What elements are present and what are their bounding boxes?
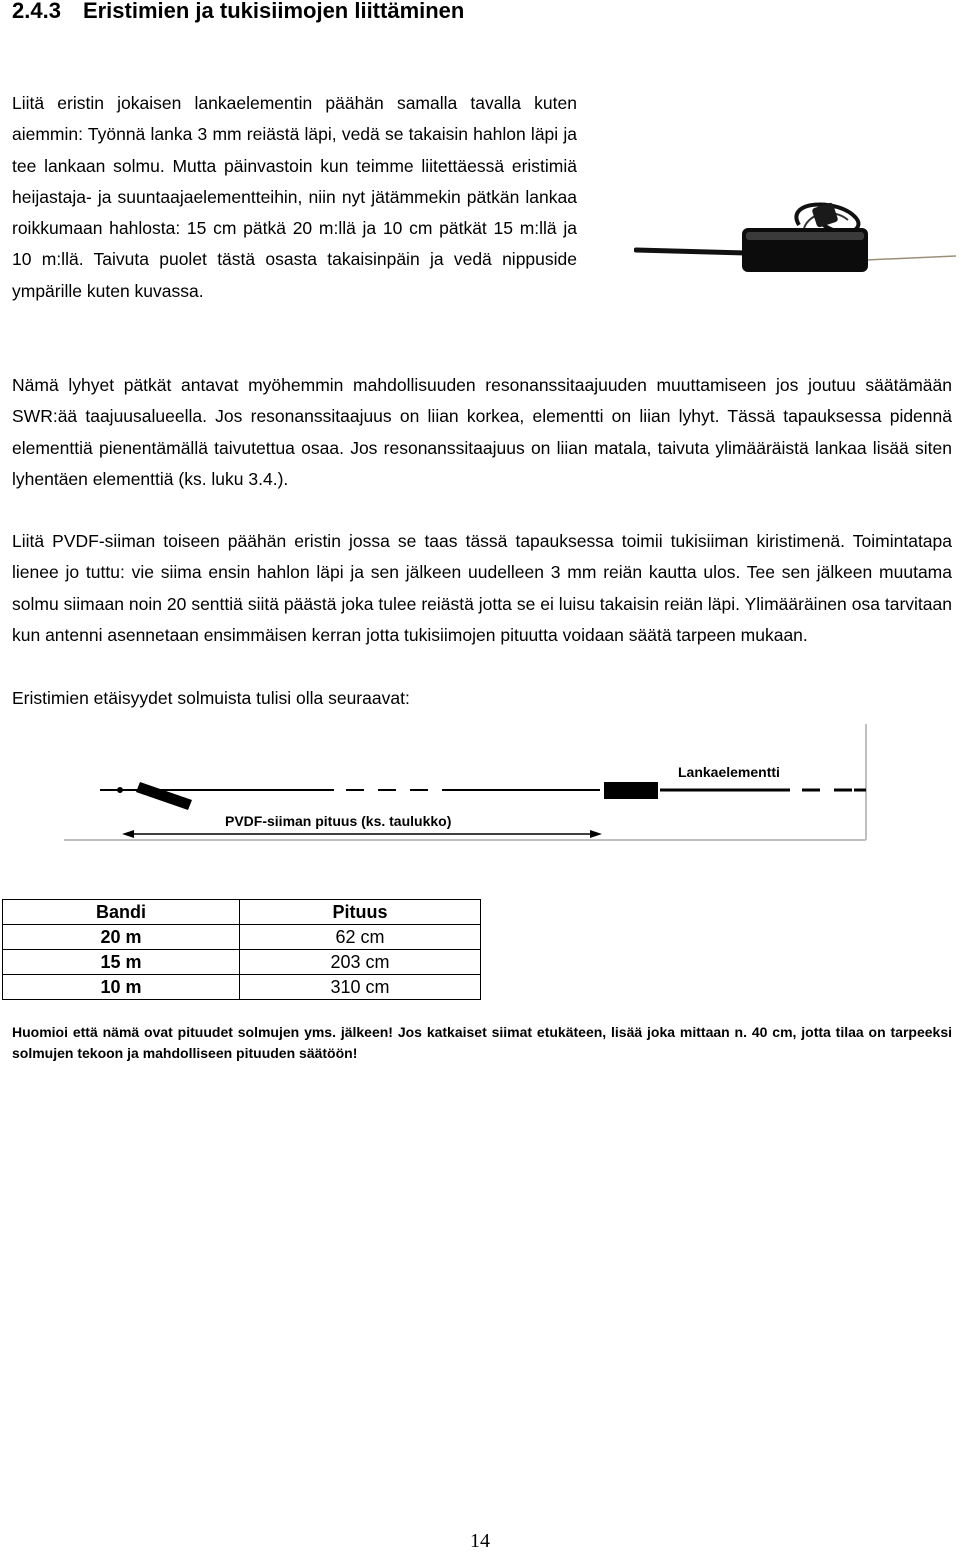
pvdf-length-label: PVDF-siiman pituus (ks. taulukko) (225, 813, 452, 829)
insulator-photo (634, 180, 958, 300)
section-number: 2.4.3 (12, 0, 61, 23)
length-cell: 62 cm (240, 925, 481, 950)
section-heading (12, 0, 464, 26)
paragraph-distances-intro: Eristimien etäisyydet solmuista tulisi olla seuraavat: (12, 688, 410, 708)
paragraph-insulator-attach: Liitä eristin jokaisen lankaelementin päähän samalla tavalla kuten aiemmin: Työnnä lanka 3 mm reiästä läpi, vedä se takaisin hahlon läpi ja tee lankaan solmu. Mutta päinvastoin kun teimme liitettäessä eristimiä heijastaja- ja suuntaajaelementteihin, niin nyt jätämmekin pätkän lankaa roikkumaan hahlosta: 15 cm pätkä 20 m:llä ja 10 cm pätkät 15 m:llä ja 10 m:llä. Taivuta puolet tästä osasta takaisinpäin ja vedä nippuside ympärille kuten kuvassa. (12, 93, 577, 301)
length-note: Huomioi että nämä ovat pituudet solmujen yms. jälkeen! Jos katkaiset siimat etukäteen, lisää joka mittaan n. 40 cm, jotta tilaa on tarpeeksi solmujen tekoon ja mahdolliseen pituuden säätöön! (12, 1024, 952, 1061)
insulator-distance-diagram (60, 722, 870, 846)
length-cell: 203 cm (240, 950, 481, 975)
wire-element-label: Lankaelementti (678, 764, 780, 780)
paragraph-pvdf-line: Liitä PVDF-siiman toiseen päähän eristin jossa se taas tässä tapauksessa toimii tukisiiman kiristimenä. Toimintatapa lienee jo tuttu: vie siima ensin hahlon läpi ja sen jälkeen uudelleen 3 mm reiän kautta ulos. Tee sen jälkeen muutama solmu siimaan noin 20 senttiä siitä päästä joka tulee reiästä jotta se ei luisu takaisin reiän läpi. Ylimääräinen osa tarvitaan kun antenni asennetaan ensimmäisen kerran jotta tukisiimojen pituutta voidaan säätä tarpeen mukaan. (12, 531, 952, 645)
table-row (3, 925, 481, 950)
table-row (3, 975, 481, 1000)
table-header-row (3, 900, 481, 925)
table-row (3, 950, 481, 975)
paragraph-resonance: Nämä lyhyet pätkät antavat myöhemmin mahdollisuuden resonanssitaajuuden muuttamiseen jos joutuu säätämään SWR:ää taajuusalueella. Jos resonanssitaajuus on liian korkea, elementti on liian lyhyt. Tässä tapauksessa pidennä elementtiä pienentämällä taivutettua osaa. Jos resonanssitaajuus on liian matala, taivuta ylimääräistä lankaa lisää siten lyhentäen elementtiä (ks. luku 3.4.). (12, 375, 952, 489)
header-band: Bandi (3, 900, 240, 925)
section-title: Eristimien ja tukisiimojen liittäminen (82, 0, 465, 23)
header-length: Pituus (240, 900, 481, 925)
band-cell: 10 m (3, 975, 240, 1000)
band-cell: 20 m (3, 925, 240, 950)
page-number: 14 (470, 1530, 490, 1552)
length-cell: 310 cm (240, 975, 481, 1000)
length-table (2, 899, 481, 1000)
band-cell: 15 m (3, 950, 240, 975)
